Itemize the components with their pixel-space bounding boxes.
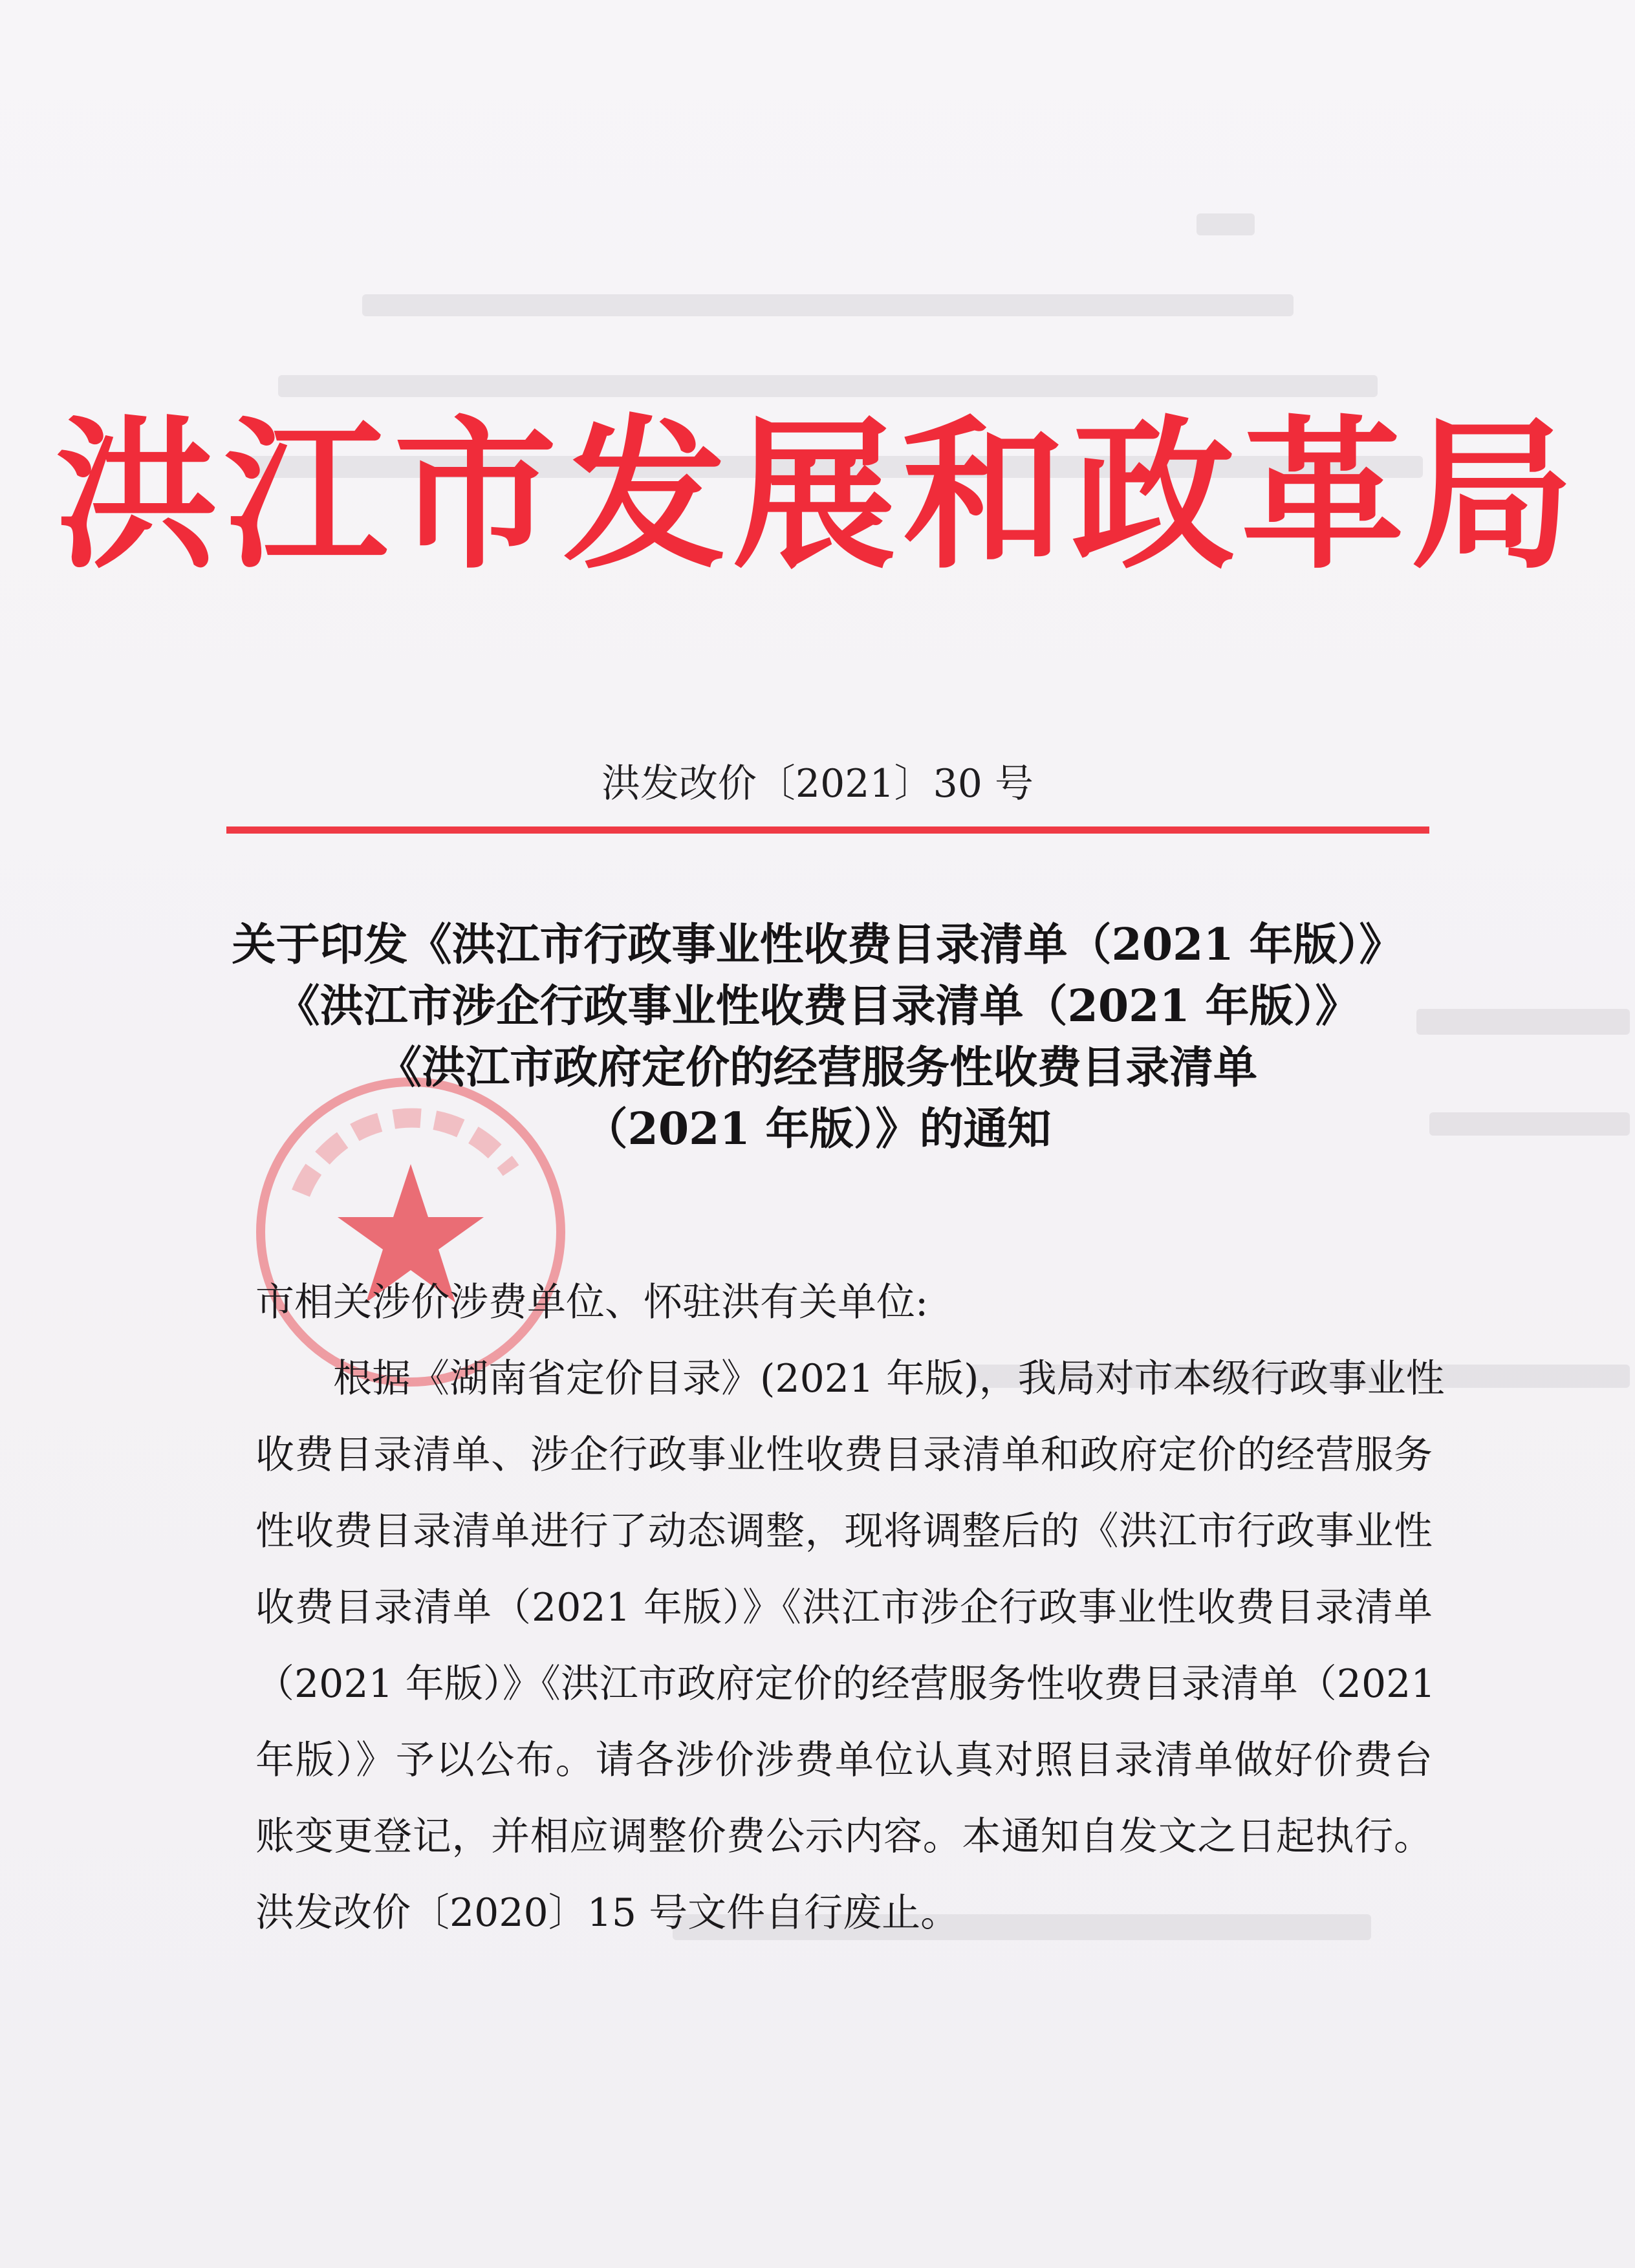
- body-line: 收费目录清单、涉企行政事业性收费目录清单和政府定价的经营服务: [255, 1432, 1433, 1478]
- body-line: 性收费目录清单进行了动态调整，现将调整后的《洪江市行政事业性: [255, 1509, 1433, 1554]
- body-line: 账变更登记，并相应调整价费公示内容。本通知自发文之日起执行。: [255, 1814, 1433, 1859]
- red-separator-rule: [226, 826, 1429, 834]
- agency-letterhead: 洪江市发展和政革局: [54, 400, 1580, 591]
- body-line: （2021 年版）》《洪江市政府定价的经营服务性收费目录清单（2021: [255, 1661, 1436, 1707]
- notice-title: [0, 914, 1635, 1160]
- body-line: 收费目录清单（2021 年版）》《洪江市涉企行政事业性收费目录清单: [255, 1585, 1433, 1630]
- body-line: 年版）》予以公布。请各涉价涉费单位认真对照目录清单做好价费台: [255, 1738, 1433, 1783]
- salutation: 市相关涉价涉费单位、怀驻洪有关单位:: [255, 1280, 929, 1325]
- title-line: 《洪江市政府定价的经营服务性收费目录清单: [377, 1042, 1257, 1094]
- title-line: 关于印发《洪江市行政事业性收费目录清单（2021 年版）》: [232, 919, 1403, 971]
- notice-body: [255, 1264, 1445, 1951]
- body-line: 根据《湖南省定价目录》(2021 年版)，我局对市本级行政事业性: [333, 1356, 1445, 1401]
- title-line: 《洪江市涉企行政事业性收费目录清单（2021 年版）》: [276, 980, 1359, 1032]
- body-line: 洪发改价〔2020〕15 号文件自行废止。: [255, 1890, 960, 1936]
- document-number: 洪发改价〔2021〕30 号: [601, 761, 1034, 806]
- title-line: （2021 年版）》的通知: [583, 1103, 1052, 1155]
